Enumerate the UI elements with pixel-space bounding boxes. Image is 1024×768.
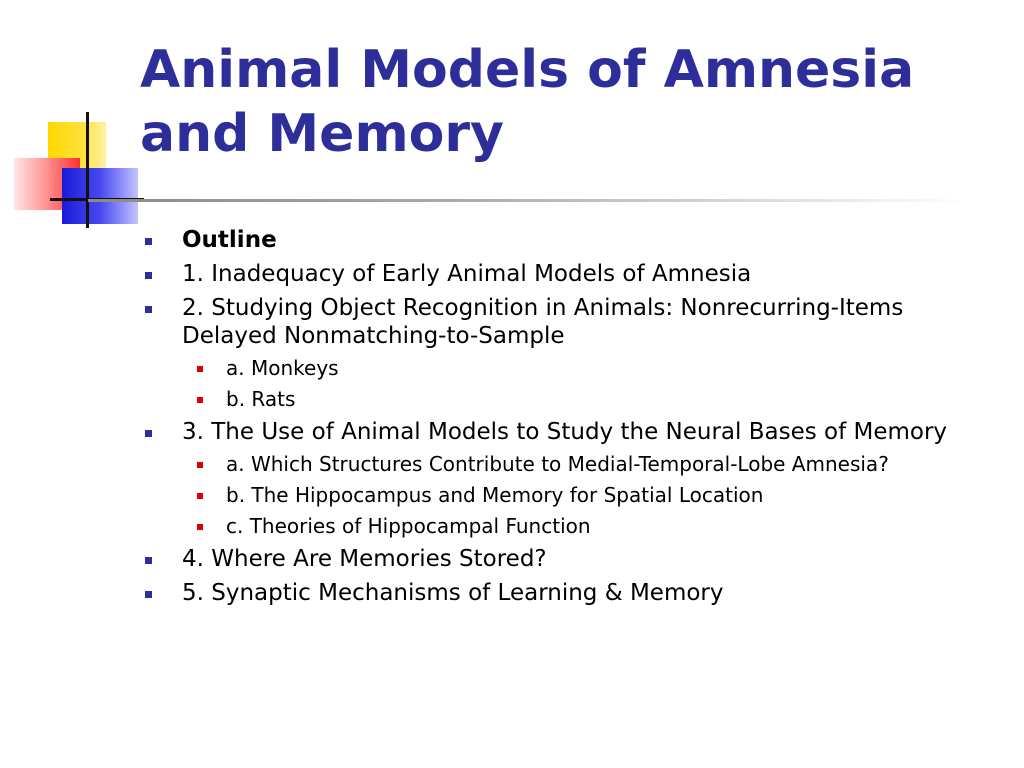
- outline-item-3b: b. The Hippocampus and Memory for Spatial Location: [226, 483, 764, 507]
- sub-list-item: [140, 356, 1000, 381]
- sub-bullet-icon: [197, 462, 203, 468]
- outline-item-2a: a. Monkeys: [226, 356, 339, 380]
- sub-list-item: [140, 452, 1000, 477]
- title-line-2: and Memory: [140, 104, 504, 164]
- sub-bullet-icon: [197, 493, 203, 499]
- sub-bullet-icon: [197, 397, 203, 403]
- sub-bullet-icon: [197, 524, 203, 530]
- sub-list-item: [140, 387, 1000, 412]
- blue-square: [62, 168, 138, 224]
- outline-item-2b: b. Rats: [226, 387, 296, 411]
- bullet-icon: [145, 591, 152, 598]
- outline-item-4: 4. Where Are Memories Stored?: [182, 546, 547, 572]
- outline-list: [140, 226, 1000, 613]
- list-item: [140, 545, 1000, 573]
- sub-bullet-icon: [197, 366, 203, 372]
- vertical-line: [86, 112, 89, 228]
- list-item: [140, 294, 1000, 350]
- list-item: [140, 579, 1000, 607]
- outline-item-3c: c. Theories of Hippocampal Function: [226, 514, 591, 538]
- bullet-icon: [145, 306, 152, 313]
- outline-item-1: 1. Inadequacy of Early Animal Models of Amnesia: [182, 261, 752, 287]
- outline-item-3a: a. Which Structures Contribute to Medial-Temporal-Lobe Amnesia?: [226, 452, 889, 476]
- bullet-icon: [145, 430, 152, 437]
- outline-item-5: 5. Synaptic Mechanisms of Learning & Memory: [182, 580, 724, 606]
- outline-heading: Outline: [182, 227, 277, 253]
- decorative-squares-logo: [0, 0, 150, 240]
- sub-list-item: [140, 483, 1000, 508]
- list-item: [140, 260, 1000, 288]
- outline-item-3: 3. The Use of Animal Models to Study the Neural Bases of Memory: [182, 419, 948, 445]
- outline-item-2: 2. Studying Object Recognition in Animals: Nonrecurring-Items Delayed Nonmatching-to-Sample: [182, 295, 904, 349]
- list-item: [140, 418, 1000, 446]
- bullet-icon: [145, 557, 152, 564]
- slide-title: [140, 38, 1000, 166]
- sub-list-item: [140, 514, 1000, 539]
- title-line-1: Animal Models of Amnesia: [140, 40, 915, 100]
- title-divider: [88, 199, 968, 202]
- list-item: [140, 226, 1000, 254]
- bullet-icon: [145, 272, 152, 279]
- bullet-icon: [145, 238, 152, 245]
